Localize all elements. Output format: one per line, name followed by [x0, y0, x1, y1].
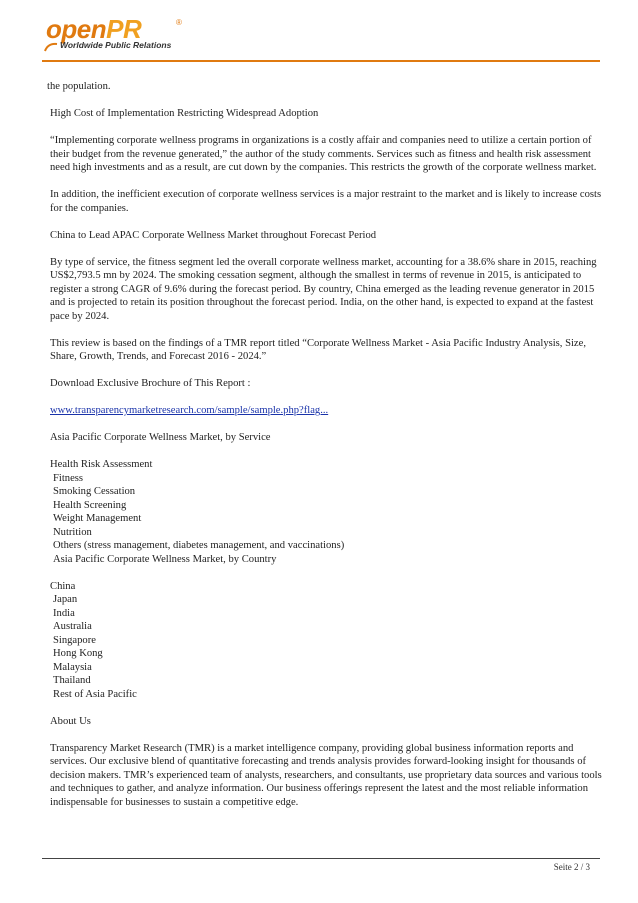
logo-pr-text: PR [106, 14, 142, 44]
list-item: Thailand [53, 675, 91, 686]
brochure-link[interactable]: www.transparencymarketresearch.com/sample/sample.php?flag... [50, 405, 329, 416]
openpr-logo [44, 14, 194, 54]
page-number: Seite 2 / 3 [553, 862, 590, 872]
list-item: Others (stress management, diabetes management, and vaccinations) [53, 540, 345, 551]
list-item: Smoking Cessation [53, 486, 136, 497]
spacer [47, 566, 603, 580]
list-item: Asia Pacific Corporate Wellness Market, by Country [53, 553, 277, 565]
article-body [47, 80, 603, 823]
list-item: Malaysia [53, 661, 92, 673]
logo-open-text: open [46, 14, 107, 44]
list-item: Nutrition [53, 526, 92, 538]
header-divider [42, 60, 600, 62]
service-list-head: Health Risk Assessment [50, 459, 153, 470]
section-heading: China to Lead APAC Corporate Wellness Market throughout Forecast Period [50, 229, 377, 241]
list-item: Singapore [53, 634, 96, 646]
paragraph: “Implementing corporate wellness programs in organizations is a costly affair and companies need to utilize a certain portion of their budget from the revenue generated,” the author of the study comments. Services such as fitness and health risk assessment need high investments and as a result, are cut down by the companies. This restricts the growth of the corporate wellness market. [50, 135, 597, 173]
section-heading: High Cost of Implementation Restricting Widespread Adoption [50, 108, 319, 119]
country-list-head: China [50, 580, 76, 592]
brochure-label: Download Exclusive Brochure of This Report : [50, 378, 251, 389]
list-item: Hong Kong [53, 648, 103, 659]
list-item: Health Screening [53, 499, 127, 511]
list-item: Japan [53, 594, 78, 605]
section-heading: About Us [50, 715, 91, 727]
spacer [47, 701, 603, 715]
paragraph: This review is based on the findings of a TMR report titled “Corporate Wellness Market - Asia Pacific Industry Analysis, Size, Share, Growth, Trends, and Forecast 2016 - 2024.” [50, 337, 586, 362]
list-item: Australia [53, 621, 92, 632]
logo-registered-mark: ® [176, 18, 182, 27]
section-heading: Asia Pacific Corporate Wellness Market, by Service [50, 432, 271, 443]
paragraph: the population. [47, 81, 111, 92]
list-item: India [53, 607, 75, 619]
list-item: Fitness [53, 472, 84, 484]
footer-divider [42, 858, 600, 859]
paragraph: In addition, the inefficient execution of corporate wellness services is a major restraint to the market and is likely to increase costs for the companies. [50, 189, 602, 214]
list-item: Rest of Asia Pacific [53, 688, 137, 700]
paragraph: By type of service, the fitness segment led the overall corporate wellness market, accounting for a 38.6% share in 2015, reaching US$2,793.5 mn by 2024. The smoking cessation segment, although the smallest in terms of revenue in 2015, is anticipated to register a strong CAGR of 9.6% during the forecast period. By country, China emerged as the leading revenue generator in 2015 and is projected to retain its position throughout the forecast period. India, on the other hand, is expected to expand at the fastest pace by 2024. [50, 256, 597, 322]
list-item: Weight Management [53, 513, 142, 524]
paragraph: Transparency Market Research (TMR) is a market intelligence company, providing global business information reports and services. Our exclusive blend of quantitative forecasting and trends analysis provides forward-looking insight for thousands of decision makers. TMR’s experienced team of analysts, researchers, and consultants, use proprietary data sources and various tools and techniques to gather, and analyze information. Our business offerings represent the latest and the most reliable information indispensable for businesses to sustain a competitive edge. [50, 742, 602, 808]
brochure-link-line [47, 404, 603, 418]
logo-tagline: Worldwide Public Relations [60, 40, 172, 50]
